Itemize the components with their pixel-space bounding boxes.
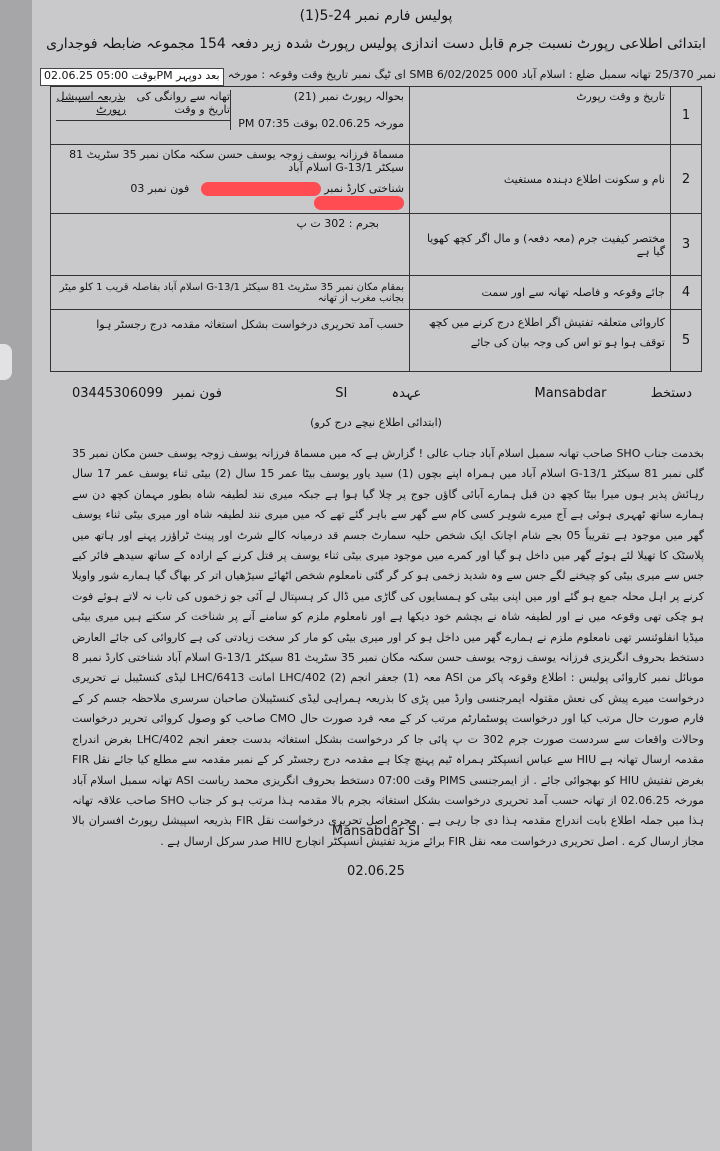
fir-document — [32, 0, 720, 1151]
rank-field — [335, 386, 421, 401]
row5-value: حسب آمد تحریری درخواست بشکل استغاثہ مقدمہ درج رجسٹر ہوا — [51, 310, 410, 372]
row3-value: بجرم : 302 ت پ — [51, 214, 410, 276]
e-tag-number: ای ٹیگ نمبر SMB 6/02/2025 000 — [352, 68, 518, 81]
report-ref-number: بحوالہ رپورٹ نمبر (21) — [293, 90, 404, 103]
fir-table — [50, 86, 702, 372]
row5-label: کاروائی متعلقہ تفتیش اگر اطلاع درج کرنے میں کچھ توقف ہوا ہو تو اس کی وجہ بیان کی جائے — [410, 310, 671, 372]
row2-value — [51, 145, 410, 214]
phone-value: 03445306099 — [72, 386, 163, 401]
rank-value: SI — [335, 386, 348, 401]
row1-value — [51, 87, 410, 145]
redacted-cnic — [201, 182, 321, 196]
report-date-time: مورخہ 02.06.25 بوقت 07:35 PM — [238, 117, 404, 130]
form-number: پولیس فارم نمبر 24-5(1) — [299, 8, 453, 24]
officer-signature: Mansabdar SI — [331, 824, 421, 839]
occurrence-date-label: تاریخ وقت وقوعہ : مورخہ — [227, 68, 349, 81]
table-row — [51, 145, 702, 214]
police-station: تھانہ سمبل — [599, 68, 651, 81]
phone-field — [72, 386, 222, 401]
document-title: ابتدائی اطلاعی رپورٹ نسبت جرم قابل دست اندازی پولیس رپورٹ شدہ زیر دفعہ 154 مجموعہ ضابطہ فوجداری — [46, 36, 706, 52]
row1-number: 1 — [671, 87, 702, 145]
phone-label: فون نمبر 03 — [130, 182, 190, 195]
occurrence-date-value: 02.06.25 بوقت 05:00PM بعد دوپہر — [40, 68, 224, 86]
row4-number: 4 — [671, 276, 702, 310]
footer-date: 02.06.25 — [347, 864, 405, 879]
district: ضلع : اسلام آباد — [521, 68, 595, 81]
row3-number: 3 — [671, 214, 702, 276]
row1-label: تاریخ و وقت رپورٹ — [410, 87, 671, 145]
case-meta-row — [40, 68, 716, 86]
rank-label: عہدہ — [391, 386, 422, 401]
cnic-label: شناختی کارڈ نمبر — [324, 182, 404, 195]
row5-number: 5 — [671, 310, 702, 372]
redacted-phone — [314, 196, 404, 210]
signature-row — [72, 386, 692, 401]
window-edge-tab[interactable] — [0, 344, 12, 380]
signature-label: دستخط — [650, 386, 692, 401]
row3-label: مختصر کیفیت جرم (معہ دفعہ) و مال اگر کچھ کھویا گیا ہے — [410, 214, 671, 276]
first-information-text: بخدمت جناب SHO صاحب تھانہ سمبل اسلام آباد جناب عالی ! گزارش ہے کہ میں مسماۃ فرزانہ یوسف زوجہ یوسف حسن مکان نمبر 35 گلی نمبر 81 سیکٹر G-13/1 اسلام آباد میں ہمراہ اپنے بچوں (1) سید یاور یوسف بیٹا عمر 15 سال (2) بیٹی ثناء یوسف عمر 17 سال رہائش پذیر ہوں میرا بیٹا کچھ دن قبل ہمارے آبائی گاؤں جوج پر چلا گیا ہوا ہے جبکہ میری نند لطیفہ شاہ بطور مہمان کچھ دن سے ہمارے ساتھ ٹھہری ہوئی ہے آج میرے شوہر کسی کام سے گھر سے باہر گئے تھے کہ میں میری نند لطیفہ شاہ اور میری بیٹی ثناء یوسف گھر میں موجود ہے تقریباً 05 بجے شام اچانک ایک شخص حلیہ سمارٹ جسم قد درمیانہ کالے شرٹ اور پینٹ ٹراؤزر پہنے اور ہاتھ میں پلاسٹک کا تھیلا لئے ہوئے گھر میں داخل ہو گیا اور کمرے میں موجود میری بیٹی ثناء یوسف پر قتل کرنے کے ارادہ کے ساتھ سیدھے فائر کیے جس سے میری بیٹی کو چیخنے لگے جس سے وہ شدید زخمی ہو کر گر گئی نامعلوم شخص اٹھائے سیڑھیاں اتر کر بھاگ گیا ہمارے شور واویلا کرنے پر اہل محلہ جمع ہو گئے اور میں اپنی بیٹی کو ہمسایوں کی گاڑی میں ڈال کر ہسپتال لے آئی جو زخموں کی تاب نہ لاتے ہوئے فوت ہو چکی تھی وقوعہ میں نے اور لطیفہ شاہ نے بچشم خود دیکھا ہے اور نامعلوم ملزم کو سامنے آنے پر شناخت کر سکتے ہیں میری بیٹی میڈیا انفلوئنسر تھی نامعلوم ملزم نے ہمارے گھر میں داخل ہو کر اور میری بیٹی کو مار کر سخت زیادتی کی ہے کاروائی کی جائے العارض دستخط بحروف انگریزی فرزانہ یوسف زوجہ یوسف حسن سکنہ مکان نمبر 35 سٹریٹ 81 سیکٹر G-13/1 اسلام آباد شناختی کارڈ نمبر 8 موبائل نمبر کاروائی پولیس : اطلاع وقوعہ پاکر من ASI معہ (1) جعفر انجم LHC/402 (2) امانت LHC/6413 لیڈی کنسٹیبل نے تحریری درخواست میرے پیش کی نعش مقتولہ ایمرجنسی وارڈ میں پڑی کا بذریعہ ہمراہی لیڈی کنسٹیبلان صاحبان سرسری ملاحظہ جسم کر کے فارم صورت حال مرتب کیا اور درخواست پوسٹمارٹم مرتب کر کے معہ فرد صورت حال CMO صاحب کو وصول کروائی تحریر درخواست وحالات واقعات سے سردست صورت جرم 302 ت پ پائی جا کر درخواست بشکل استغاثہ بدست جعفر انجم LHC/402 بغرض اندراج مقدمہ ارسال تھانہ ہے HIU سے عباس انسپکٹر ہمراہ ٹیم پہنچ چکا ہے مقدمہ درج رجسٹر کر کے نمبر مقدمہ سے مطلع کیا جائے نقل FIR بغرض تفتیش HIU کو بھجوائی جائے . از ایمرجنسی PIMS وقت 07:00 دستخط بحروف انگریزی محمد ریاست ASI تھانہ سمبل اسلام آباد مورخہ 02.06.25 از تھانہ حسب آمد تحریری درخواست بشکل استغاثہ بجرم بالا مقدمہ ہذا مرتب ہو کر جناب SHO صاحب علاقہ تھانہ ہذا میں جملہ اطلاع بابت اندراج مقدمہ ہذا دی جا رہی ہے . مجرم اصل تحریری درخواست نقل FIR بذریعہ اسپیشل رپورٹ افسران بالا مجاز ارسال کرے . اصل تحریری درخواست معہ نقل FIR برائے مزید تفتیش انسپکٹر انچارج HIU صدر سرکل ارسال ہے . — [72, 447, 705, 848]
table-row — [51, 87, 702, 145]
row1-report-ref — [230, 90, 404, 130]
table-row — [51, 310, 702, 372]
row2-number: 2 — [671, 145, 702, 214]
body-heading: (ابتدائی اطلاع نیچے درج کرو) — [310, 416, 442, 429]
dispatch-label: تھانہ سے روانگی کی تاریخ و وقت — [136, 90, 230, 116]
signature-field — [535, 386, 692, 401]
table-row — [51, 276, 702, 310]
table-row — [51, 214, 702, 276]
phone-label: فون نمبر — [173, 386, 222, 401]
row4-label: جائے وقوعہ و فاصلہ تھانہ سے اور سمت — [410, 276, 671, 310]
row2-label: نام و سکونت اطلاع دہندہ مستغیث — [410, 145, 671, 214]
row1-dispatch — [56, 90, 230, 130]
complainant-address: مسماۃ فرزانہ یوسف زوجہ یوسف حسن سکنہ مکان نمبر 35 سٹریٹ 81 سیکٹر G-13/1 اسلام آباد — [69, 148, 404, 174]
dispatch-mode: بذریعہ اسپیشل رپورٹ — [56, 90, 126, 116]
row4-value: بمقام مکان نمبر 35 سٹریٹ 81 سیکٹر G-13/1 اسلام آباد بفاصلہ قریب 1 کلو میٹر بجانب مغرب از تھانہ — [51, 276, 410, 310]
case-number: نمبر 25/370 — [654, 68, 716, 81]
signature-value: Mansabdar — [534, 386, 607, 401]
